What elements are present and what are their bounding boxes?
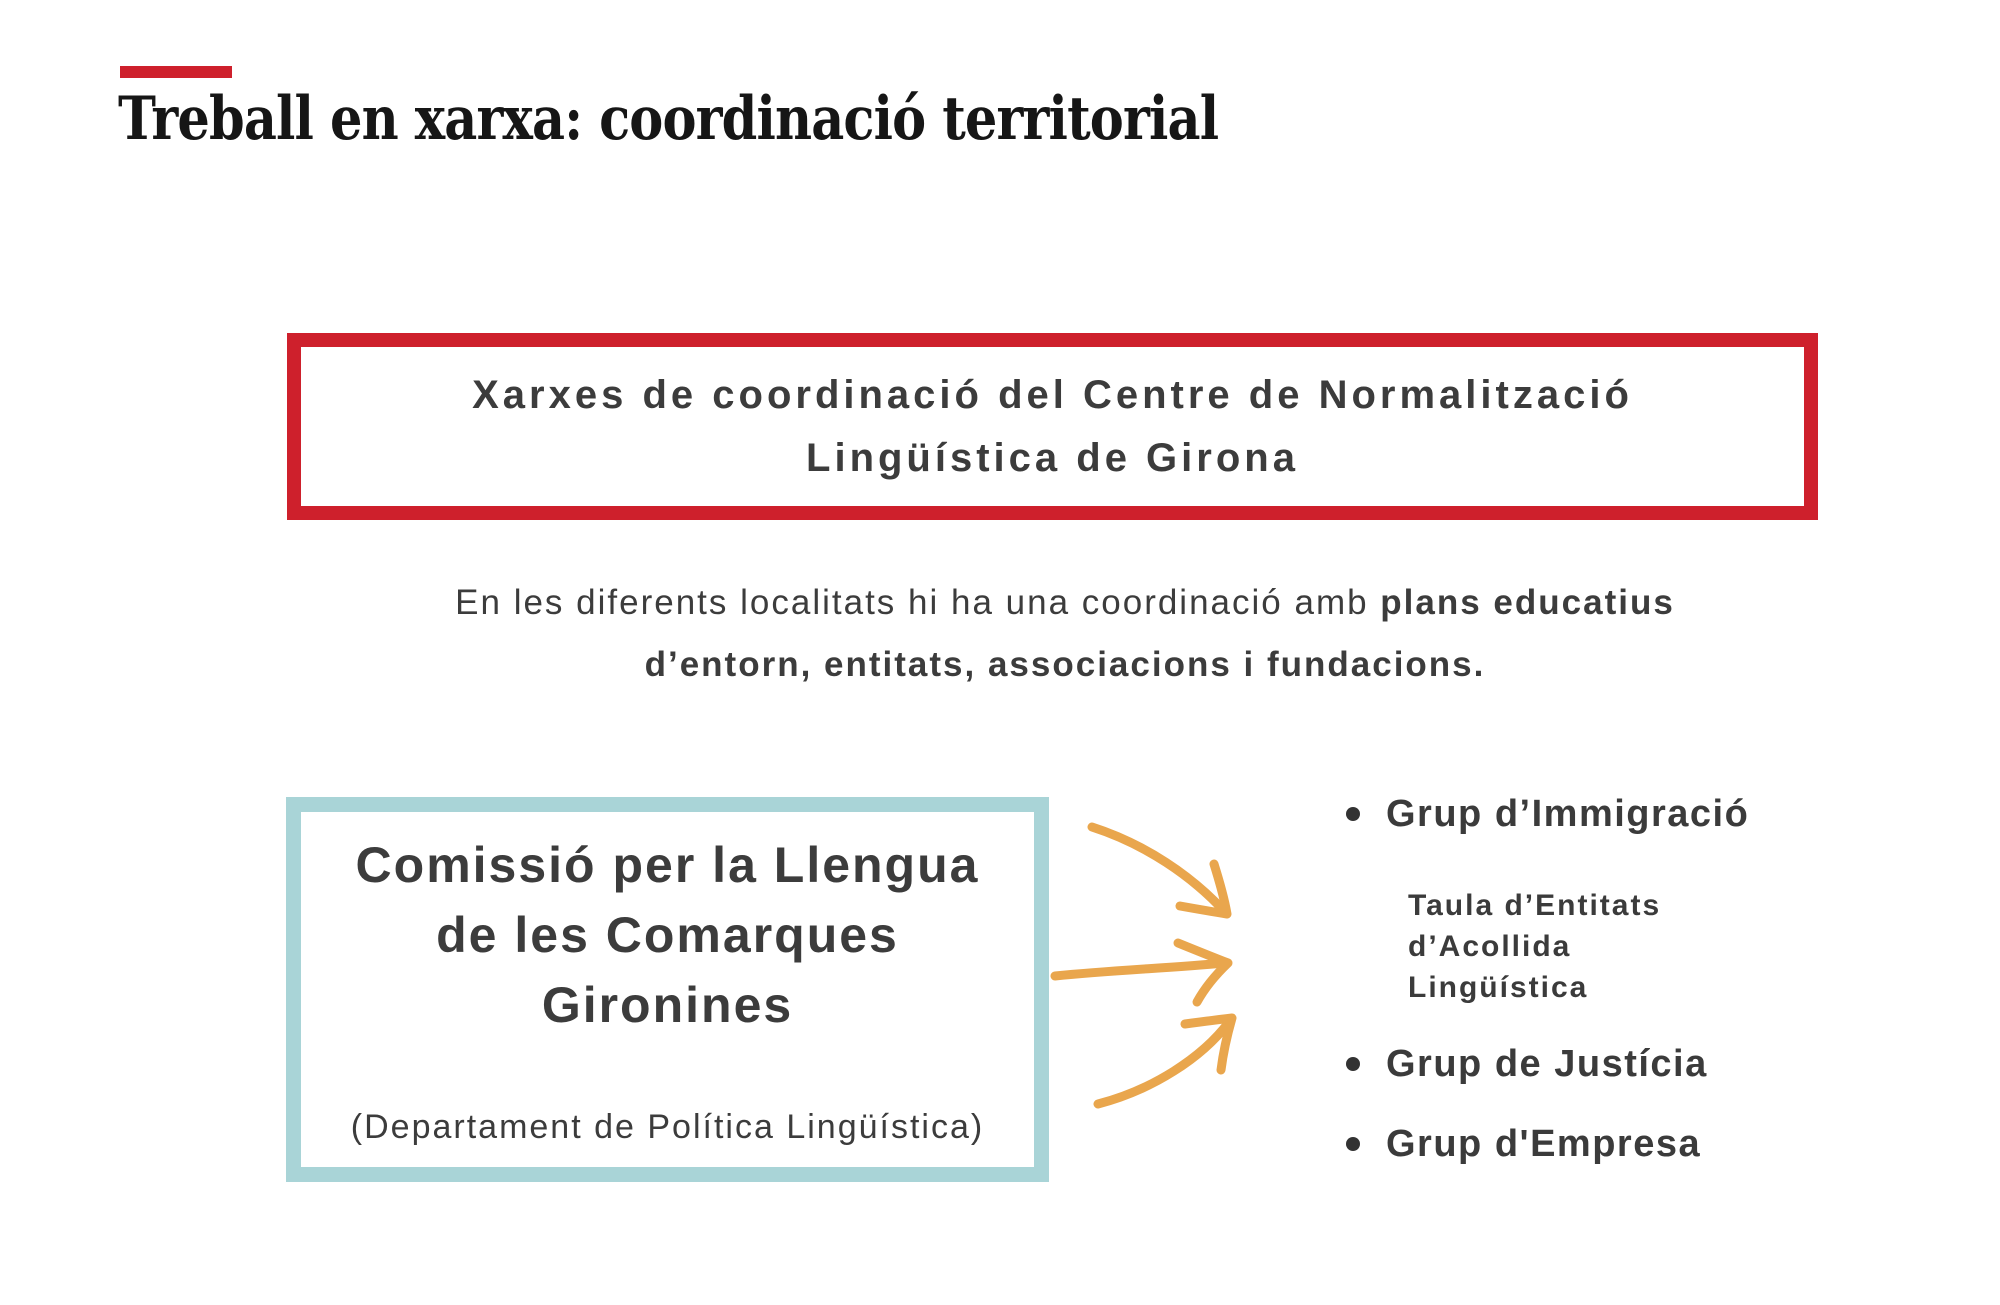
list-item-empresa [1330, 1123, 1701, 1165]
subitem-line2: d’Acollida [1408, 930, 1572, 963]
list-item-justicia [1330, 1043, 1708, 1085]
teal-title-line1: Comissió per la Llengua [355, 837, 980, 893]
bullet-icon [1346, 807, 1360, 821]
title-accent-bar [120, 66, 232, 78]
arrow-middle-icon [1055, 963, 1224, 976]
arrow-top-icon [1092, 827, 1225, 912]
teal-title-line2: de les Comarques [436, 907, 899, 963]
red-outline-box [287, 333, 1818, 520]
list-subitem-taula [1408, 885, 1661, 1008]
bullet-icon [1346, 1057, 1360, 1071]
red-box-text [472, 364, 1633, 490]
intro-paragraph [415, 572, 1715, 696]
red-box-line1: Xarxes de coordinació del Centre de Normalització [472, 372, 1633, 417]
subitem-line3: Lingüística [1408, 971, 1589, 1004]
list-item-label: Grup de Justícia [1386, 1043, 1708, 1085]
subitem-line1: Taula d’Entitats [1408, 889, 1662, 922]
list-item-immigracio [1330, 793, 1749, 835]
intro-bold: plans educatius d’entorn, entitats, associacions i fundacions. [644, 583, 1675, 684]
list-item-label: Grup d'Empresa [1386, 1123, 1702, 1165]
list-item-label: Grup d’Immigració [1386, 793, 1750, 835]
teal-box-title [301, 830, 1034, 1040]
red-box-line2: Lingüística de Girona [806, 435, 1299, 480]
arrow-middle-head-icon [1178, 943, 1228, 1002]
teal-box-subtitle: (Departament de Política Lingüística) [350, 1108, 985, 1146]
arrow-bottom-icon [1098, 1022, 1229, 1104]
teal-title-line3: Gironines [541, 977, 794, 1033]
page-title: Treball en xarxa: coordinació territorial [118, 84, 1219, 154]
intro-regular: En les diferents localitats hi ha una coordinació amb [455, 583, 1381, 622]
fan-arrows-icon [1040, 800, 1260, 1120]
bullet-icon [1346, 1137, 1360, 1151]
